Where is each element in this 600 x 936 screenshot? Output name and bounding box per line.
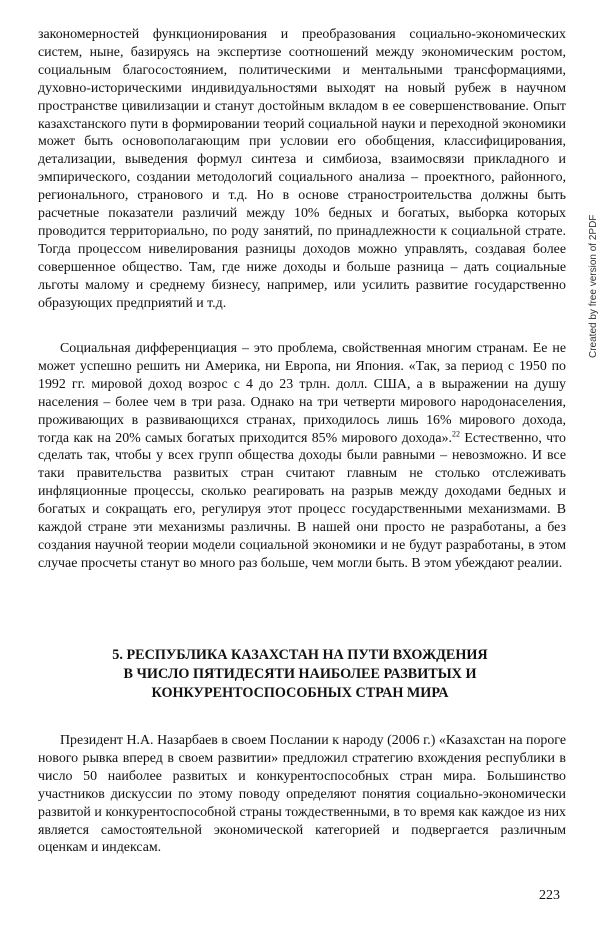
paragraph-2-part-2: Естественно, что сделать так, чтобы у всех групп общества доходы были равными – невозможно. И все таки правительства развитых стран считают главным не столько отслеживать инфляционные процессы, сколько реагировать на разрыв между доходами бедных и богатых и сокращать его, регулируя этот процесс государственными механизмами. В каждой стране эти механизмы различны. В нашей они просто не разработаны, а без создания научной теории модели социальной экономики и не будут разработаны, в этом случае просчеты станут во много раз больше, чем могли быть. В этом убеждают реалии. bbox=[38, 430, 566, 571]
footnote-reference[interactable]: 22 bbox=[452, 428, 461, 438]
paragraph-2-part-1: Социальная дифференциация – это проблема, свойственная многим странам. Ее не может успешно решить ни Америка, ни Европа, ни Япония. «Так, за период с 1950 по 1992 гг. мировой доход возрос с 4 до 23 трлн. долл. США, а в выражении на душу населения – более чем в три раза. Однако на три четверти мирового народонаселения, проживающих в развивающихся странах, приходилось лишь 16% мирового дохода, тогда как на 20% самых богатых приходится 85% мирового дохода». bbox=[38, 341, 566, 446]
section-heading-line-1: 5. РЕСПУБЛИКА КАЗАХСТАН НА ПУТИ ВХОЖДЕНИЯ bbox=[112, 647, 488, 663]
paragraph-3-text: Президент Н.А. Назарбаев в своем Послании к народу (2006 г.) «Казахстан на пороге нового рывка вперед в своем развитии» предложил стратегию вхождения республики в число 50 наиболее развитых и конкурентоспособных стран мира. Большинство участников дискуссии по этому поводу определяют понятия социально-экономически развитой и конкурентоспособной страны тождественными, в то время как каждое из них является самостоятельной экономической категорией и подвергается различным оценкам и индексам. bbox=[38, 733, 566, 856]
paragraph-2 bbox=[38, 340, 566, 573]
section-heading-line-2: В ЧИСЛО ПЯТИДЕСЯТИ НАИБОЛЕЕ РАЗВИТЫХ И bbox=[123, 666, 477, 682]
section-heading-line-3: КОНКУРЕНТОСПОСОБНЫХ СТРАН МИРА bbox=[151, 685, 449, 701]
paragraph-3 bbox=[38, 732, 566, 857]
watermark-text: Created by free version of 2PDF bbox=[588, 214, 599, 358]
section-heading bbox=[60, 646, 540, 703]
paragraph-1-text: закономерностей функционирования и преобразования социально-экономических систем, ныне, базируясь на экспертизе соотношений между экономическим ростом, социальным благосостоянием, политическими и ментальными трансформациями, духовно-историческими индивидуальностями выходят на новый рубеж в научном пространстве цивилизации и станут достойным вкладом в ее совершенствование. Опыт казахстанского пути в формировании теорий социальной науки и переходной экономики может быть основополагающим при условии его обобщения, классифицирования, детализации, выведения формул синтеза и симбиоза, взаимосвязи прикладного и эмпирического, создании методологий социального анализа – проектного, районного, регионального, странового и т.д. Но в основе страностроительства должны быть расчетные показатели различий между 10% бедных и богатых, выборка которых проводится территориально, по роду занятий, по принадлежности к социальной страте. Тогда процессом нивелирования разницы доходов можно управлять, создавая более совершенное общество. Там, где ниже доходы и больше разница – дать социальные льготы малому и среднему бизнесу, например, или усилить развитие государственно образующих предприятий и т.д. bbox=[38, 27, 566, 311]
paragraph-1 bbox=[38, 26, 566, 313]
page-number: 223 bbox=[539, 888, 560, 903]
paragraph-2-text bbox=[38, 340, 566, 573]
